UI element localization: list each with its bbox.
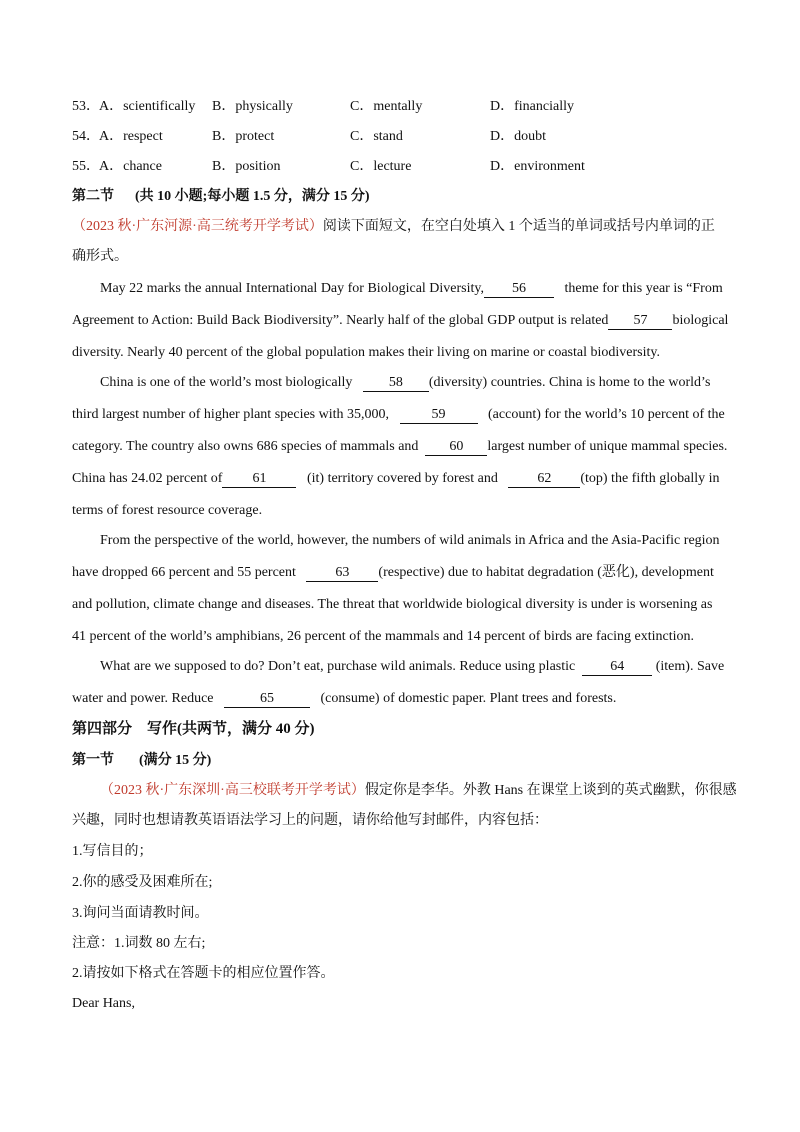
option-d: D．environment [490,159,585,174]
option-c: C．mentally [350,99,423,114]
passage-text: diversity. Nearly 40 percent of the global population makes their living on marine or coastal biodiversity. [72,345,660,360]
passage-line [72,628,730,646]
option-a: A．scientifically [99,99,196,114]
passage-line [72,280,758,298]
passage-line [72,438,730,456]
option-c: C．lecture [350,159,412,174]
blank-63[interactable]: 63 [306,565,378,582]
question-number: 53． [72,99,100,114]
subsection-note: (满分 15 分) [139,753,212,768]
option-a: A．respect [99,129,163,144]
option-c: C．stand [350,129,403,144]
part-heading: 第四部分 写作(共两节，满分 40 分) [72,721,315,737]
passage-text: largest number of unique mammal species. [487,439,728,454]
blank-60[interactable]: 60 [425,439,487,456]
passage-line [72,470,730,488]
passage-text: (consume) of domestic paper. Plant trees and forests. [320,691,617,706]
passage-text: (item). Save [655,659,725,674]
question-number: 54． [72,129,100,144]
instruction-text: 确形式。 [72,249,128,264]
letter-salutation: Dear Hans, [72,996,135,1011]
question-number: 55． [72,159,100,174]
passage-line [72,564,730,582]
blank-61[interactable]: 61 [222,471,296,488]
blank-56[interactable]: 56 [484,281,554,298]
option-b: B．protect [212,129,275,144]
note-2: 2.请按如下格式在答题卡的相应位置作答。 [72,966,335,981]
writing-prompt-cont [72,812,730,830]
passage-text: biological [672,313,729,328]
blank-62[interactable]: 62 [508,471,580,488]
passage-text: China has 24.02 percent of [72,471,223,486]
passage-text: third largest number of higher plant species with 35,000, [72,407,390,422]
section-instruction-cont [72,248,730,266]
passage-text: (respective) due to habitat degradation (恶化), development [378,565,714,580]
passage-text: theme for this year is “From [564,281,723,296]
passage-line [72,658,758,676]
question-54 [72,128,730,146]
passage-text: and pollution, climate change and diseases. The threat that worldwide biological diversity is under is worsening as [72,597,713,612]
passage-text: terms of forest resource coverage. [72,503,263,518]
passage-text: (diversity) countries. China is home to the world’s [428,375,711,390]
source-tag: （2023 秋·广东河源·高三统考开学考试） [72,219,323,234]
passage-text: (account) for the world’s 10 percent of the [488,407,725,422]
question-53 [72,98,730,116]
blank-57[interactable]: 57 [608,313,672,330]
passage-text: From the perspective of the world, however, the numbers of wild animals in Africa and the Asia-Pacific region [100,533,720,548]
passage-text: have dropped 66 percent and 55 percent [72,565,296,580]
passage-line [72,406,730,424]
blank-58[interactable]: 58 [363,375,429,392]
prompt-text: 兴趣，同时也想请教英语语法学习上的问题，请你给他写封邮件，内容包括： [72,813,548,828]
passage-line [72,502,730,520]
section-heading [72,188,730,206]
question-55 [72,158,730,176]
blank-65[interactable]: 65 [224,691,310,708]
prompt-item-3: 3.询问当面请教时间。 [72,906,209,921]
passage-text: Agreement to Action: Build Back Biodiversity”. Nearly half of the global GDP output is related [72,313,609,328]
passage-line [72,596,730,614]
passage-line [72,690,730,708]
passage-line [72,532,758,550]
option-b: B．position [212,159,281,174]
option-d: D．financially [490,99,574,114]
prompt-text: 假定你是李华。外教 Hans 在课堂上谈到的英式幽默，你很感 [364,783,737,798]
passage-text: water and power. Reduce [72,691,214,706]
passage-text: (top) the fifth globally in [580,471,720,486]
section-note: (共 10 小题;每小题 1.5 分，满分 15 分) [135,189,370,204]
passage-line [72,312,730,330]
section-instruction [72,218,730,236]
option-a: A．chance [99,159,162,174]
passage-line [72,344,730,362]
source-tag: （2023 秋·广东深圳·高三校联考开学考试） [100,783,365,798]
prompt-item-1: 1.写信目的； [72,844,153,859]
subsection-title: 第一节 [72,753,114,768]
passage-text: May 22 marks the annual International Day for Biological Diversity, [100,281,484,296]
passage-text: 41 percent of the world’s amphibians, 26 percent of the mammals and 14 percent of birds are facing extinction. [72,629,695,644]
option-b: B．physically [212,99,293,114]
instruction-text: 阅读下面短文，在空白处填入 1 个适当的单词或括号内单词的正 [322,219,715,234]
blank-59[interactable]: 59 [400,407,478,424]
passage-text: What are we supposed to do? Don’t eat, purchase wild animals. Reduce using plastic [100,659,576,674]
writing-prompt [72,782,758,800]
note-1: 注意：1.词数 80 左右; [72,936,206,951]
passage-text: (it) territory covered by forest and [306,471,498,486]
passage-text: category. The country also owns 686 species of mammals and [72,439,419,454]
option-d: D．doubt [490,129,546,144]
blank-64[interactable]: 64 [582,659,652,676]
section-title: 第二节 [72,189,114,204]
passage-text: China is one of the world’s most biologically [100,375,353,390]
passage-line [72,374,758,392]
subsection-heading [72,752,730,770]
prompt-item-2: 2.你的感受及困难所在; [72,875,213,890]
